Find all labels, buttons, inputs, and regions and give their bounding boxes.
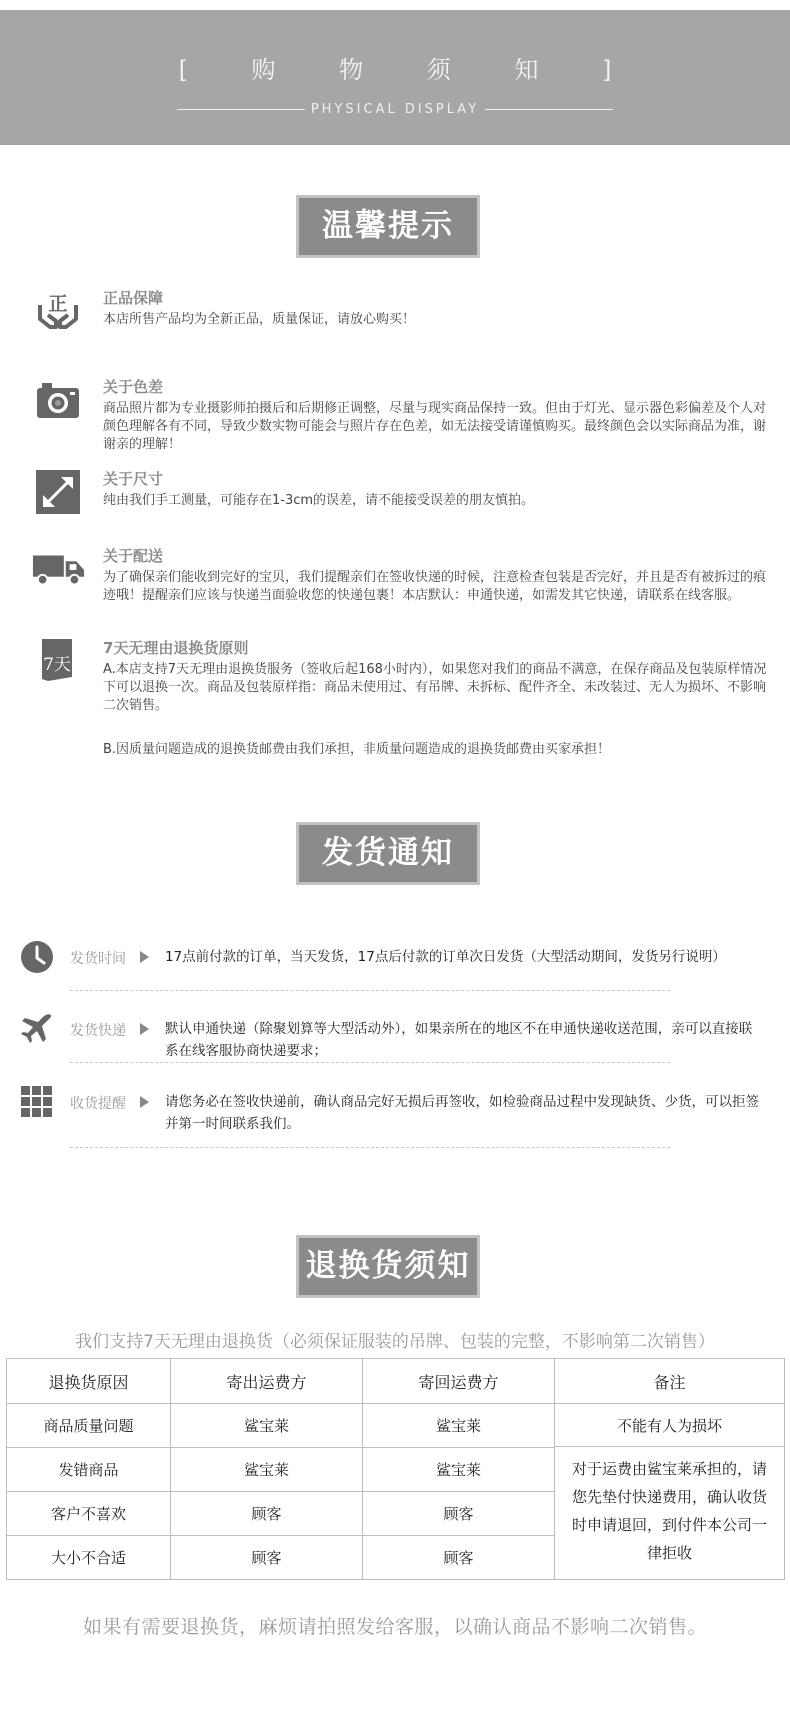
table-cell: 商品质量问题 [7,1404,171,1448]
shipping-text: 默认申通快递（除聚划算等大型活动外），如果亲所在的地区不在申通快递收送范围，亲可以直接联系在线客服协商快递要求； [165,1021,753,1059]
returns-table [6,1358,785,1580]
divider [70,990,670,991]
table-cell: 鲨宝莱 [363,1448,555,1492]
shipping-label: 发货快递 [70,1023,126,1039]
chevron-right-icon [140,1023,149,1035]
table-cell: 鲨宝莱 [171,1404,363,1448]
tip-title: 关于尺寸 [103,470,164,488]
table-cell: 发错商品 [7,1448,171,1492]
chevron-right-icon [140,951,149,963]
camera-icon [34,376,82,424]
divider [70,1147,670,1148]
tips-banner: 温馨提示 [296,195,480,258]
note-top: 不能有人为损坏 [616,1417,722,1435]
clock-icon [20,940,54,974]
tip-title: 正品保障 [103,289,164,307]
tip-text-b: B.因质量问题造成的退换货邮费由我们承担，非质量问题造成的退换货邮费由买家承担！ [103,742,611,757]
column-header: 寄回运费方 [363,1359,555,1404]
header-title: [ 购 物 须 知 ] [178,56,640,84]
returns-footer: 如果有需要退换货，麻烦请拍照发给客服，以确认商品不影响二次销售。 [82,1616,707,1638]
column-header: 寄出运费方 [171,1359,363,1404]
tip-title: 7天无理由退换货原则 [103,639,249,657]
shipping-label: 发货时间 [70,951,126,967]
divider [70,1062,670,1063]
table-cell: 顾客 [171,1536,363,1580]
page-header [0,10,790,145]
tip-title: 关于配送 [103,547,164,565]
table-cell: 鲨宝莱 [363,1404,555,1448]
table-cell: 大小不合适 [7,1536,171,1580]
svg-text:正: 正 [48,293,68,315]
resize-arrow-icon [34,468,82,516]
divider [177,109,305,110]
seven-day-calendar-icon [34,637,82,685]
grid-icon [20,1085,54,1119]
table-cell: 顾客 [363,1492,555,1536]
header-subtitle: PHYSICAL DISPLAY [310,102,480,117]
table-header-row [7,1359,785,1404]
returns-intro: 我们支持7天无理由退换货（必须保证服装的吊牌、包装的完整，不影响第二次销售） [75,1332,715,1352]
truck-icon [32,545,86,593]
tip-text: 商品照片都为专业摄影师拍摄后和后期修正调整，尽量与现实商品保持一致。但由于灯光、显示器色彩偏差及个人对颜色理解各有不同，导致少数实物可能会与照片存在色差，如无法接受请谨慎购买。最终颜色会以实际商品为准，谢谢亲的理解！ [103,401,767,452]
chevron-right-icon [140,1096,149,1108]
table-row [7,1404,785,1448]
table-cell: 鲨宝莱 [171,1448,363,1492]
airplane-icon [20,1012,54,1046]
shipping-text: 17点前付款的订单，当天发货，17点后付款的订单次日发货（大型活动期间，发货另行说明） [165,949,726,965]
tip-text: A.本店支持7天无理由退换货服务（签收后起168小时内），如果您对我们的商品不满意，在保存商品及包装原样情况下可以退换一次。商品及包装原样指：商品未使用过、有吊牌、未拆标、配件齐全、未改装过、无人为损坏、不影响二次销售。 [103,662,767,713]
note-cell [555,1404,785,1580]
shipping-banner: 发货通知 [296,822,480,885]
calendar-label: 7天 [43,655,71,675]
table-cell: 顾客 [171,1492,363,1536]
note-body: 对于运费由鲨宝莱承担的，请您先垫付快递费用，确认收货时申请退回，到付件本公司一律拒收 [555,1446,784,1567]
table-cell: 顾客 [363,1536,555,1580]
returns-banner: 退换货须知 [296,1235,480,1298]
column-header: 备注 [555,1359,785,1404]
tip-title: 关于色差 [103,378,164,396]
header-subtitle-row [0,102,790,117]
tip-text: 纯由我们手工测量，可能存在1-3cm的误差，请不能接受误差的朋友慎拍。 [103,493,535,508]
column-header: 退换货原因 [7,1359,171,1404]
shipping-text: 请您务必在签收快递前，确认商品完好无损后再签收，如检验商品过程中发现缺货、少货，可以拒签并第一时间联系我们。 [165,1094,759,1132]
genuine-hands-icon [34,287,82,335]
table-cell: 客户不喜欢 [7,1492,171,1536]
divider [485,109,613,110]
tip-text: 为了确保亲们能收到完好的宝贝，我们提醒亲们在签收快递的时候，注意检查包装是否完好，并且是否有被拆过的痕迹哦！提醒亲们应该与快递当面验收您的快递包裹！本店默认：申通快递，如需发其它快递，请联系在线客服。 [103,570,767,603]
tip-text: 本店所售产品均为全新正品，质量保证，请放心购买！ [103,312,416,327]
shipping-label: 收货提醒 [70,1096,126,1112]
